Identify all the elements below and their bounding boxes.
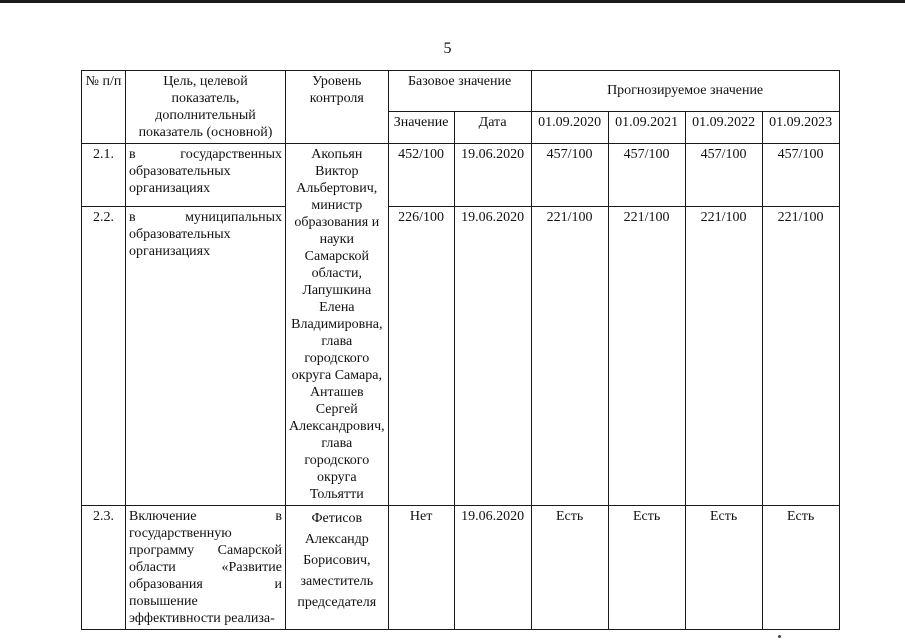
row-forecast-2020: Есть [531,506,608,630]
header-date-2021: 01.09.2021 [608,111,685,143]
row-forecast-2022: 457/100 [685,144,762,207]
row-control: Акопьян Виктор Альбертович, министр образования и науки Самарской области, Лапушкина Елена Владимировна, глава городского округа Самара, Анташев Сергей Александрович, глава городского округа Тольятти [286,144,389,506]
header-date-2022: 01.09.2022 [685,111,762,143]
row-forecast-2023: 221/100 [762,207,839,506]
row-base-value: 226/100 [388,207,454,506]
header-base: Базовое значение [388,71,531,112]
header-forecast: Прогнозируемое значение [531,71,839,112]
top-border-line [0,0,905,3]
header-row-1 [82,71,840,112]
row-forecast-2021: 457/100 [608,144,685,207]
row-control: Фетисов Александр Борисович, заместитель председателя [286,506,389,630]
header-control: Уровень контроля [286,71,389,144]
table-row [82,144,840,207]
row-base-date: 19.06.2020 [454,506,531,630]
scan-speck [778,635,781,638]
row-base-date: 19.06.2020 [454,207,531,506]
page-number: 5 [443,40,452,57]
row-goal: в государственных образовательных организациях [126,144,286,207]
header-base-value: Значение [388,111,454,143]
indicators-table [81,70,840,630]
row-num: 2.2. [82,207,126,506]
row-forecast-2023: Есть [762,506,839,630]
row-num: 2.3. [82,506,126,630]
header-base-date: Дата [454,111,531,143]
row-forecast-2021: Есть [608,506,685,630]
row-base-value: Нет [388,506,454,630]
row-base-value: 452/100 [388,144,454,207]
header-num: № п/п [82,71,126,144]
row-goal: Включение в государственную программу Самарской области «Развитие образования и повышение эффективности реализа- [126,506,286,630]
header-date-2023: 01.09.2023 [762,111,839,143]
header-date-2020: 01.09.2020 [531,111,608,143]
row-base-date: 19.06.2020 [454,144,531,207]
table-row [82,207,840,506]
row-forecast-2020: 457/100 [531,144,608,207]
row-forecast-2022: Есть [685,506,762,630]
row-forecast-2023: 457/100 [762,144,839,207]
row-forecast-2021: 221/100 [608,207,685,506]
row-forecast-2020: 221/100 [531,207,608,506]
table-row [82,506,840,630]
row-goal: в муниципальных образовательных организациях [126,207,286,506]
row-forecast-2022: 221/100 [685,207,762,506]
header-goal: Цель, целевой показатель, дополнительный показатель (основной) [126,71,286,144]
row-num: 2.1. [82,144,126,207]
